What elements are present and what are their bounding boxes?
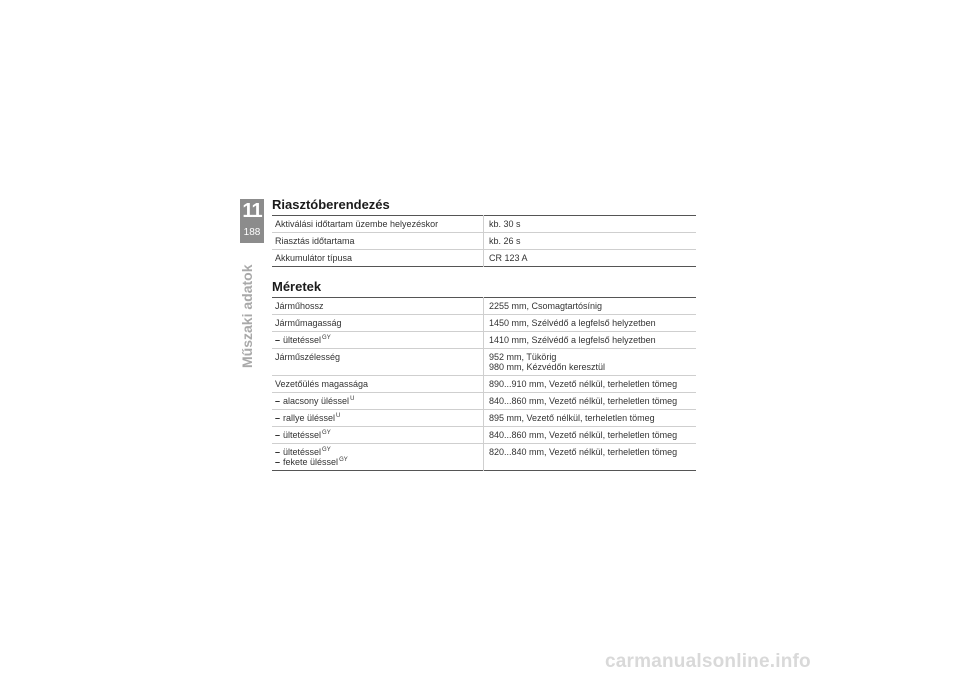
table-row: [272, 349, 696, 376]
row-value: 840...860 mm, Vezető nélkül, terheletlen tömeg: [484, 427, 697, 444]
sub-item-label: – fekete üléssel: [275, 457, 338, 467]
row-label: Aktiválási időtartam üzembe helyezéskor: [272, 216, 484, 233]
row-label: Járműmagasság: [272, 315, 484, 332]
variant-marker: GY: [322, 335, 331, 341]
row-value: 890...910 mm, Vezető nélkül, terheletlen tömeg: [484, 376, 697, 393]
table-row: [272, 444, 696, 471]
row-value: CR 123 A: [484, 250, 697, 267]
watermark: carmanualsonline.info: [605, 651, 811, 672]
row-label: Vezetőülés magassága: [272, 376, 484, 393]
table-row: [272, 410, 696, 427]
sub-item-label: – rallye üléssel: [275, 413, 335, 423]
sub-item-label: – alacsony üléssel: [275, 396, 349, 406]
section-title-dimensions: Méretek: [272, 279, 322, 294]
page-number: 188: [243, 227, 261, 238]
row-label-sub: [272, 444, 484, 471]
table-row: [272, 250, 696, 267]
label-line: [275, 457, 479, 467]
row-label-sub: [272, 410, 484, 427]
variant-marker: GY: [322, 430, 331, 436]
label-line: [275, 447, 479, 457]
row-value: [484, 349, 697, 376]
row-label-sub: [272, 427, 484, 444]
side-chapter-title: Műszaki adatok: [239, 264, 255, 368]
table-row: [272, 233, 696, 250]
sub-item-label: – ültetéssel: [275, 430, 321, 440]
row-label-sub: [272, 332, 484, 349]
table-row: [272, 298, 696, 315]
row-value: 895 mm, Vezető nélkül, terheletlen tömeg: [484, 410, 697, 427]
table-row: [272, 427, 696, 444]
chapter-tab: [240, 199, 264, 243]
table-row: [272, 393, 696, 410]
variant-marker: GY: [322, 447, 331, 453]
table-row: [272, 216, 696, 233]
alarm-table: [272, 215, 696, 267]
value-line: 952 mm, Tükörig: [489, 352, 557, 362]
row-value: 2255 mm, Csomagtartósínig: [489, 301, 603, 311]
row-value: 1450 mm, Szélvédő a legfelső helyzetben: [484, 315, 697, 332]
variant-marker: U: [350, 396, 355, 402]
row-label: Riasztás időtartama: [272, 233, 484, 250]
row-label: Járműszélesség: [272, 349, 484, 376]
row-value: 820...840 mm, Vezető nélkül, terheletlen tömeg: [484, 444, 697, 471]
page-content: [272, 197, 696, 471]
row-value: 1410 mm, Szélvédő a legfelső helyzetben: [484, 332, 697, 349]
row-value: kb. 30 s: [489, 219, 521, 229]
sub-item-label: – ültetéssel: [275, 447, 321, 457]
row-value: 840...860 mm, Vezető nélkül, terheletlen tömeg: [484, 393, 697, 410]
dimensions-table: [272, 297, 696, 471]
value-line: 980 mm, Kézvédőn keresztül: [489, 362, 606, 372]
row-value: kb. 26 s: [484, 233, 697, 250]
variant-marker: U: [336, 413, 341, 419]
sub-item-label: – ültetéssel: [275, 335, 321, 345]
variant-marker: GY: [339, 457, 348, 463]
row-label: Akkumulátor típusa: [272, 250, 484, 267]
table-row: [272, 315, 696, 332]
row-label: Járműhossz: [272, 298, 484, 315]
row-label-sub: [272, 393, 484, 410]
table-row: [272, 332, 696, 349]
section-title-alarm: Riasztóberendezés: [272, 197, 390, 212]
table-row: [272, 376, 696, 393]
chapter-number: 11: [242, 200, 262, 222]
